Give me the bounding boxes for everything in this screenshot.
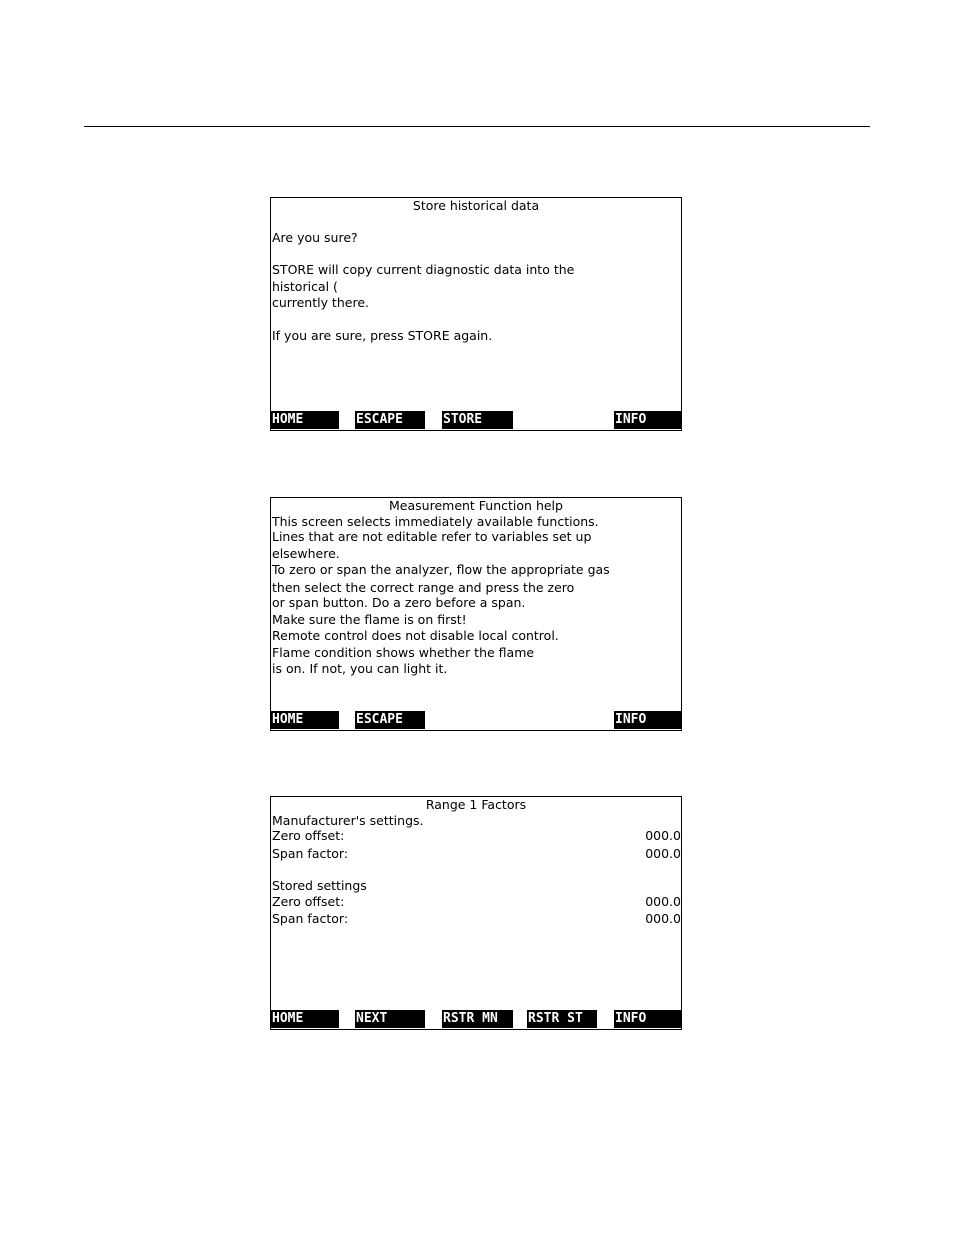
- header-rule: [84, 126, 870, 127]
- escape-softkey[interactable]: ESCAPE: [355, 711, 425, 729]
- stored-span-value: 000.0: [645, 911, 681, 926]
- home-softkey[interactable]: HOME: [271, 411, 339, 429]
- message-line: historical (: [272, 279, 338, 294]
- screen-title: Measurement Function help: [389, 498, 563, 513]
- instruction-line: If you are sure, press STORE again.: [272, 328, 493, 343]
- info-softkey[interactable]: INFO: [614, 1010, 682, 1028]
- manufacturer-zero-label: Zero offset:: [272, 828, 345, 843]
- softkey-bar: [271, 411, 681, 429]
- help-line: elsewhere.: [272, 546, 340, 561]
- measurement-function-help-screen: [270, 497, 682, 731]
- softkey-bar: [271, 1010, 681, 1028]
- stored-zero-value: 000.0: [645, 894, 681, 909]
- message-line: currently there.: [272, 295, 369, 310]
- manufacturer-heading: Manufacturer's settings.: [272, 813, 424, 828]
- info-softkey[interactable]: INFO: [614, 411, 682, 429]
- softkey-bar: [271, 711, 681, 729]
- info-softkey[interactable]: INFO: [614, 711, 682, 729]
- confirm-question: Are you sure?: [272, 230, 358, 245]
- help-line: is on. If not, you can light it.: [272, 661, 448, 676]
- restore-stored-softkey[interactable]: RSTR ST: [527, 1010, 597, 1028]
- manufacturer-zero-value: 000.0: [645, 828, 681, 843]
- help-line: Flame condition shows whether the flame: [272, 645, 535, 660]
- help-line: Lines that are not editable refer to variables set up: [272, 529, 592, 544]
- message-line: STORE will copy current diagnostic data into the: [272, 262, 575, 277]
- store-softkey[interactable]: STORE: [442, 411, 513, 429]
- home-softkey[interactable]: HOME: [271, 711, 339, 729]
- help-line: This screen selects immediately available functions.: [272, 514, 599, 529]
- help-line: Remote control does not disable local control.: [272, 628, 559, 643]
- screen-title: Store historical data: [412, 198, 540, 213]
- stored-span-label: Span factor:: [272, 911, 349, 926]
- store-historical-data-screen: [270, 197, 682, 431]
- escape-softkey[interactable]: ESCAPE: [355, 411, 425, 429]
- manufacturer-span-label: Span factor:: [272, 846, 349, 861]
- help-line: then select the correct range and press the zero: [272, 580, 575, 595]
- restore-manufacturer-softkey[interactable]: RSTR MN: [442, 1010, 513, 1028]
- help-line: To zero or span the analyzer, flow the appropriate gas: [272, 562, 610, 577]
- help-line: or span button. Do a zero before a span.: [272, 595, 526, 610]
- screen-title: Range 1 Factors: [425, 797, 527, 812]
- range-1-factors-screen: [270, 796, 682, 1030]
- stored-heading: Stored settings: [272, 878, 367, 893]
- stored-zero-label: Zero offset:: [272, 894, 345, 909]
- help-line: Make sure the flame is on first!: [272, 612, 467, 627]
- next-softkey[interactable]: NEXT: [355, 1010, 425, 1028]
- home-softkey[interactable]: HOME: [271, 1010, 339, 1028]
- manufacturer-span-value: 000.0: [645, 846, 681, 861]
